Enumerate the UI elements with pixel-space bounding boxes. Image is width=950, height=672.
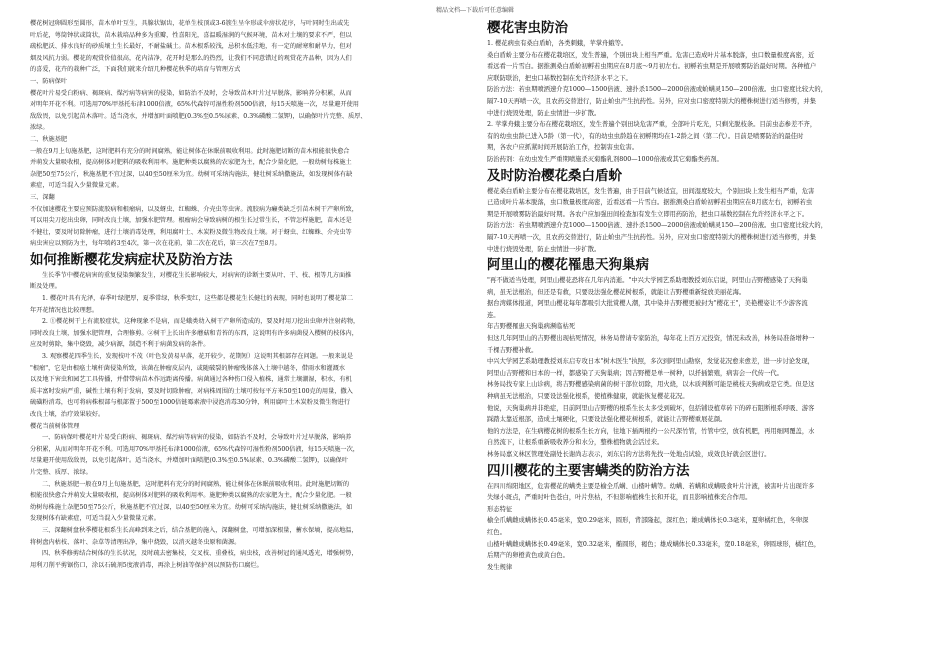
text-line: 据台湾媒体报道，阿里山樱花每年都吸引大批赏樱人潮，其中染井吉野樱更被封为"樱花王"，美艳樱姿让不少游客流 <box>487 300 808 308</box>
right-column <box>487 18 927 573</box>
text-line: 不仅加速樱花主要应预防流胶病和根瘤病，以及蚜虫、红蜘蛛、介壳虫等虫害。流胶病为癞类缺乏引苗木树干产卵所致， <box>30 205 358 213</box>
text-line: 2. ①樱花树干上有流胶症状，这种现象不是病，而是蛾类幼入树干产卵所造成的，要及时用刀挖出虫卵并注射药物， <box>42 318 360 326</box>
text-line: 阿里山吉野樱和日本的一样，都感染了天狗巢病；因吉野樱是单一树种，以扦插繁殖，病害会一代传一代。 <box>487 369 783 377</box>
article-body <box>487 481 927 574</box>
text-line: 叶后花，萼筒钟状或筒状，苗木栽培品种多为重瓣，性喜阳光，喜温暖湿润的气候环境，苗木对土壤的要求不严，但以 <box>30 31 352 39</box>
text-line: 自然流下，让根系重新吸收养分和水分，整株植物就会活过来。 <box>487 439 664 447</box>
paragraph <box>30 548 472 571</box>
text-line: 防治方法：若虫期喷洒速介克1000—1500倍液、速扑杀1500—2000倍液或蚧螨灵150—200倍液。虫口密度比较大的， <box>487 86 828 94</box>
text-line: 中进行烧毁处理，防止虫情进一步扩散。 <box>487 245 601 253</box>
paragraph <box>30 432 472 478</box>
text-line: 烟及风抗力弱。樱花的观赏价值很高，花内洁净，花开时是那么的热烈，让我们不同意错过的观赏花卉品种，因为人们 <box>30 54 352 62</box>
text-line: 他说，天狗巢病并非绝症，目前阿里山吉野樱的根系生长太多受到破坏，包括铺设植草砖下的碎石阻断根系呼吸、游客 <box>487 404 815 412</box>
text-line: 并萌发大量吸收根，提高树体对肥料的吸收利用率。施肥种类以腐熟的农家肥为主，配合少量化肥，一般幼树每株施土 <box>30 159 352 167</box>
text-line: "根瘤"，它是由根癌土壤杆菌侵染所致，该菌在肿瘤皮层内，或随破裂的肿瘤残体落入土壤中越冬，借雨水和灌溉水 <box>30 364 346 372</box>
text-line: 尽量避开使用敌敌畏，以免引起落叶。适当浇水，并增加叶面喷肥(0.3%至0.5%尿素、0.3%磷酸二氢钾)，以确保叶 <box>30 457 349 465</box>
text-line: 年开花情况也比较理想。 <box>30 306 99 314</box>
left-column <box>30 18 472 571</box>
text-line: 发生规律 <box>487 563 513 571</box>
text-line: 疏松肥沃、排水良好的砂质壤土生长最好，不耐盐碱土。苗木根系较浅，忌积水低洼地，有一定的耐寒和耐旱力，但对 <box>30 43 352 51</box>
text-line: 病，虽无法根治，但还是有救，只要设法强化樱花树根系，就能让吉野樱重新绽放美丽花海。 <box>487 288 746 296</box>
text-line: 病虫害应以预防为主，每年喷药3至4次，第一次在花前，第二次在花后，第三次在7至8月。 <box>30 240 281 248</box>
text-line: 踩踏太靠近根部，造成土壤硬化，只要设法强化樱花树根系，就能让吉野樱重展花颜。 <box>487 416 727 424</box>
text-line: 山楂叶螨雌成螨体长0.49毫米，宽0.32毫米，椭圆形，褐色；雄成螨体长0.33毫米，宽0.18毫米，卵圆球形，橘红色， <box>487 540 821 548</box>
section-body <box>30 88 472 134</box>
text-line: 防治方法：若虫期喷洒速介克1000—1500倍液、速扑杀1500—2000倍液或蚧螨灵150—200倍液。虫口密度比较大的， <box>487 222 828 230</box>
text-line: 一般在9月上旬施基肥，这时肥料有充分的时间腐熟，能让树体在休眠前吸收利用。此时施肥切断的苗木根能很快愈合 <box>30 147 350 155</box>
subsection-title: 樱花当前树体管理 <box>30 422 80 430</box>
text-line: 素症，可适当混入少量微量元素。 <box>30 182 123 190</box>
text-line: 千棵吉野樱补救。 <box>487 346 538 354</box>
text-line: 应联防联治，把虫口基数控制在允许经济水平之下。 <box>487 74 632 82</box>
text-line: 二、秋施基肥一般在9月上旬施基肥，这时肥料有充分的时间腐熟，能让树体在休眠前吸收利用。此时施肥切断的 <box>42 480 350 488</box>
text-line: 1. 樱花叶具有光泽，春季叶绿肥厚，夏季常绿，秋季变红，这些都是樱花生长健壮的表现，同时也说明了樱花第二 <box>42 295 354 303</box>
section-title: 二、秋施基肥 <box>30 135 68 143</box>
text-line: 期，各农户应抓紧时间开展防治工作，控制害虫危害。 <box>487 144 639 152</box>
text-line: 看远看一片雪白。据推测桑白盾蚧初孵若虫期应在8月底～9月初左右。初孵若虫期是开展喷雾防治最好时期。各种植户 <box>487 63 817 71</box>
text-line: 片完整、质厚、浓绿。 <box>30 468 92 476</box>
text-line: 三、深翻树盘秋季樱花根系生长高峰到来之后，结合基肥的施入，深翻树盘，可增加深根量，蓄水保墒，提高地温， <box>42 526 358 534</box>
text-line: 将树盘内枯枝、落叶、杂草等清理出净，集中烧毁，以消灭越冬虫原和菌源。 <box>30 538 241 546</box>
text-line: 种病虽无法根治，只要设法强化根系，使植株健康，就能恢复樱花花况。 <box>487 393 689 401</box>
article-title: 如何推断樱花发病症状及防治方法 <box>30 251 233 268</box>
article-body <box>487 38 927 166</box>
text-line: 樱花叶片易受白粉病、褐斑病、煤污病等病害的侵染，如防治不及时，会导致苗木叶片过早脱落，影响养分积累，从而 <box>30 89 352 97</box>
text-line: 中进行烧毁处理，防止虫情进一步扩散。 <box>487 109 601 117</box>
text-line: 不健壮，要及时切除肿瘤，进行土壤消毒处理，利用腐叶土、木炭粉及微生物改良土壤。对于蚜虫、红蜘蛛、介壳虫等 <box>30 228 352 236</box>
text-line: 樱花树冠卵圆形至圆形，苗木单叶互生，具腺状锯齿，花单生枝顶或3-6簇生呈伞形或伞房状花序，与叶同时生出或先 <box>30 20 350 27</box>
text-line: 杂肥50至75公斤，秋施基肥不宜过深，以40至50厘米为宜。幼树可采纳沟施法，健壮树采纳撒施法，如发现树体有缺 <box>30 170 353 178</box>
text-line: 林务局找专家上山诊病，将吉野樱感染病菌的树干部位切除，用火烧，以木质判断可能是桃枝天狗病或是它类。但是这 <box>487 381 815 389</box>
article-title: 樱花害虫防治 <box>487 20 568 36</box>
text-line: 质丰富时发病严重，碱性土壤有利于发病，要及时切除肿瘤，对病株周围的土壤可按每平方米50至100克的用量，撒入 <box>30 387 353 395</box>
text-line: 的喜爱，花卉的栽种广泛，下面我们就来介绍几种樱花秋季的培育与管理方式 <box>30 66 241 74</box>
text-line: 榆全爪螨雌成螨体长0.45毫米，宽0.29毫米，圆形，背部隆起，深红色；雄成螨体长0.3毫米，夏卵橘红色，冬卵深 <box>487 517 809 525</box>
article-title: 阿里山的樱花罹患天狗巢病 <box>487 257 649 274</box>
paragraph <box>30 293 472 316</box>
text-line: 断及处理。 <box>30 283 61 291</box>
text-line: 同时改良土壤，加强水肥管理，合理修剪。②树干上长出许多蘑菇和青苔的东西，这说明有许多病菌侵入樱树的枝体内， <box>30 329 358 337</box>
text-line: 幼树每株施土杂肥50至75公斤，秋施基肥不宜过深，以40至50厘米为宜。幼树可采纳沟施法，健壮树采纳撒施法，如 <box>30 503 353 511</box>
article-title: 四川樱花的主要害螨类的防治方法 <box>487 462 690 479</box>
text-line: 他的方法是，在生病樱花树的根系生长方向，往地下插两根约一公尺深竹管，竹管中空，放有机肥，再用细网覆盖，水 <box>487 427 815 435</box>
text-line: 分积累，从而对明年开花不利。可选用70%甲基托布津1000倍液，65%代森锌可湿性粉剂500倍液，每15天喷施一次， <box>30 445 359 453</box>
section-title: 三、深翻 <box>30 193 55 201</box>
text-line: 林务局嘉义林区管理处副处长谢尚志表示，刘东启的方法将先找一处地点试验，成效良好就会区进行。 <box>487 451 771 458</box>
article-body <box>487 275 927 461</box>
text-line: 发现树体有缺素症，可适当混入少量微量元素。 <box>30 515 160 523</box>
text-line: 浓绿。 <box>30 124 49 132</box>
article-title: 及时防治樱花桑白盾蚧 <box>487 167 622 184</box>
text-line: 已造成叶片基本脱落，虫口数量极度高密，近看远看一片雪白。据推测桑白盾蚧初孵若虫期应在8月底左右，初孵若虫 <box>487 199 813 207</box>
text-line: 1. 樱花病虫有桑白盾蚧，各类刺蛾，苹掌舟蛾等。 <box>487 40 628 47</box>
text-line: 防治药剂：在幼虫发生严重期喷施杀灭菊酯乳剂800—1000倍液或其它菊酯类药剂。 <box>487 155 723 163</box>
text-line: 根能很快愈合并萌发大量吸收根，提高树体对肥料的吸收利用率。施肥种类以腐熟的农家肥为主，配合少量化肥。一般 <box>30 492 352 500</box>
text-line: 连。 <box>487 311 500 319</box>
text-line: 樱花桑白盾蚧主要分布在樱花栽培区，发生普遍，由于目前气候适宜，田间湿度较大，个别田块上发生相当严重，危害 <box>487 187 815 195</box>
text-line: 后期产的卵橙黄色或黄白色。 <box>487 552 569 560</box>
text-line: 年吉野樱罹患天狗巢病濒临枯死 <box>487 323 576 331</box>
text-line: 失绿小斑点，严重时叶色苍白，叶片焦枯，不但影响植株生长和开花，而且影响植株充合作用。 <box>487 494 752 502</box>
paragraph <box>30 525 472 548</box>
text-line: 对明年开花不利。可选用70%甲基托布津1000倍液，65%代森锌可湿性粉剂500倍液，每15天喷施一次，尽量避开使用 <box>30 101 359 109</box>
article-body <box>487 186 927 256</box>
section-body <box>30 146 472 192</box>
text-line: 应及时剪除，集中烧毁，减少病源，制造不利于病菌发病的条件。 <box>30 341 210 349</box>
section-title: 一、防病保叶 <box>30 77 68 85</box>
intro-section <box>30 18 472 76</box>
text-line: 一、防病保叶樱花叶片易受白粉病、褐斑病、煤污病等病害的侵染，如防治不及时，会导致叶片过早脱落，影响养 <box>42 434 352 442</box>
text-line: 红色。 <box>487 528 506 536</box>
page-header: 精品文档---下载后可任意编辑 <box>435 7 515 14</box>
section-body <box>30 204 472 250</box>
paragraph <box>30 351 472 421</box>
text-line: 在四川绵阳地区，危害樱花的螨类主要是榆全爪螨、山楂叶螨等。幼螨、若螨和成螨吸食叶片汁液，被害叶片出现许多 <box>487 482 815 490</box>
text-line: 四、秋季修剪结合树体的生长状况，及时疏去密集枝，交叉枝、重叠枝，病虫枝，改善树冠的通风透光，增强树势， <box>42 550 358 558</box>
text-line: 隔7-10天再喷一次，且农药交替进行，防止蚧虫产生抗药性。另外，应对虫口密度特别大的樱株树进行适当修剪，并集 <box>487 233 816 241</box>
text-line: 3. 观察樱花四季生长，发现枝叶不茂（叶色发黄易早落，花开较少，花期短）这说明其根部存在问题。一般来说是 <box>42 353 354 361</box>
text-line: 改良土壤，治疗效果较好。 <box>30 411 105 418</box>
text-line: 桑白盾蚧主要分布在樱花栽培区，发生普遍，个别田块上相当严重。危害已造成叶片基本脱落，虫口数量极度高密，近 <box>487 51 815 59</box>
text-line: 中兴大学园艺系助理教授刘东启专攻日本"树木医生"执照，多次到阿里山勘察，发觉花况愈来愈差，进一步讨论发现， <box>487 358 814 366</box>
text-line: 隔7-10天再喷一次，且农药交替进行，防止蚧虫产生抗药性。另外，应对虫口密度特别大的樱株树进行适当修剪，并集 <box>487 97 816 105</box>
text-line: 有的幼虫虫龄已进入5龄（第一代），有的幼虫虫龄趋在初孵期均在1-2龄之间（第二代）。目前是喷雾防治的最佳时 <box>487 132 804 140</box>
text-line: 用利刀削平剪锯伤口，涂以石硫剂5度液消毒，再涂上树油等保护剂以预防伤口腐烂。 <box>30 561 263 569</box>
text-line: 可以用尖刀挖出虫卵，同时改良土壤，加强水肥管理。根瘤病会导致病树的根生长过常生长，不管怎样施肥，苗木还是 <box>30 217 352 225</box>
lead-paragraph <box>30 270 472 293</box>
text-line: 期是开展喷雾防治最好时期。各农户应加强田间检查加有发生立即用药防治，把虫口基数控制在允许经济水平之下。 <box>487 210 809 218</box>
text-line: 以及地下害虫和园艺工具传播，并借带病苗木作远距离传播。病菌通过各种伤口侵入植株，通常土壤潮湿，积水，有机 <box>30 376 352 384</box>
text-line: 2. 苹掌舟蛾主要分布在樱花栽培区，发生普遍个别田块危害严重，全部叶片吃光，只剩光脱枝条。目前虫态参差不齐， <box>487 121 817 129</box>
text-line: 但这几年阿里山的吉野樱出现枯死情况，林务局曾请专家防治，每年花上百万元投资，情况未改善，林务局准备增种一 <box>487 335 815 343</box>
text-line: 生长季节中樱花病害的重复侵染频繁发生，对樱花生长影响较大，对病害的诊断主要从叶、干、枝、根等几方面推 <box>42 271 352 279</box>
text-line: 形态特征 <box>487 505 513 513</box>
paragraph <box>30 316 472 351</box>
text-line: 硫磺粉消毒，也可将病株根部与根部置于500至1000倍链霉素液中浸泡消毒30分钟，利用腐叶土木炭粉及微生物进行 <box>30 399 351 407</box>
text-line: 敌敌畏，以免引起苗木落叶。适当浇水，并增加叶面喷肥(0.3%至0.5%尿素、0.3%磷酸二氢钾)，以确保叶片完整、质厚、 <box>30 112 367 120</box>
paragraph <box>30 479 472 525</box>
text-line: "再不做适当处理，阿里山樱花恐将在几年内消逝。"中兴大学园艺系助理教授刘东启说，阿里山吉野樱感染了天狗巢 <box>487 277 808 285</box>
